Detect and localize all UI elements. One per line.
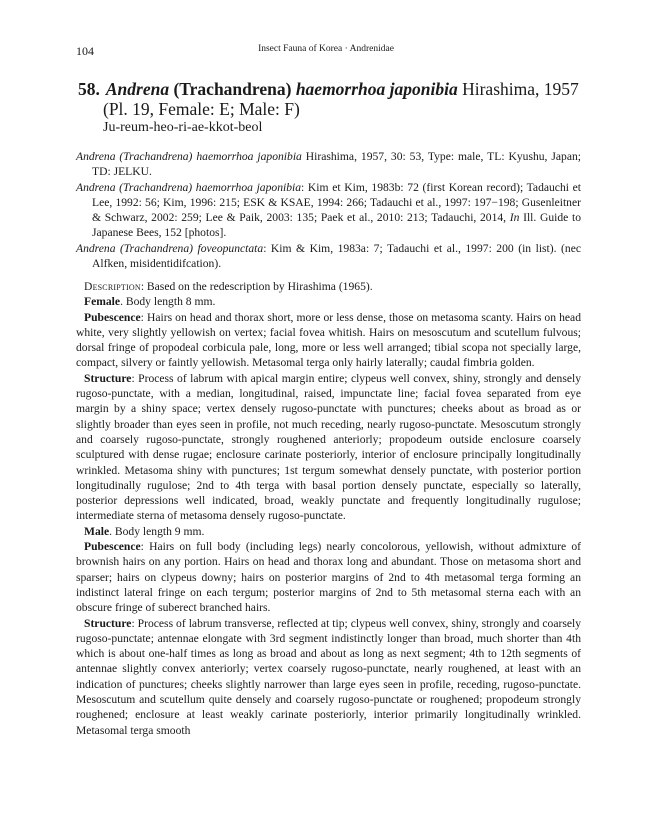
- male-pubescence-paragraph: [76, 539, 581, 615]
- species-heading: [78, 79, 598, 137]
- female-body-length: . Body length 8 mm.: [120, 295, 216, 309]
- male-label: Male: [84, 524, 110, 538]
- synonym-citation: : Kim & Kim, 1983a: 7; Tadauchi et al., 1997: 200 (in list). (nec Alfken, misidentidifcation).: [92, 241, 581, 271]
- male-body-length: . Body length 9 mm.: [109, 524, 205, 538]
- female-structure-label: Structure: [84, 371, 132, 385]
- synonymy-entry: [76, 180, 581, 241]
- species-title: [78, 79, 598, 99]
- synonymy-entry: [76, 149, 581, 180]
- page-number: 104: [76, 44, 94, 58]
- description-paragraph: [76, 279, 581, 294]
- female-label: Female: [84, 295, 121, 309]
- korean-name: Ju-reum-heo-ri-ae-kkot-beol: [103, 120, 263, 135]
- male-pubescence-text: : Hairs on full body (including legs) nearly concolorous, yellowish, without admixture of brownish hairs on any portion. Hairs on head and thorax long and abundant. Those on metasoma short and sparser; hairs on clypeus downy; hairs on posterior margins of 2nd to 4th metasomal terga forming an indistinct lateral fringe on each tergum; posterior margins of 2nd to 5th metasomal sterna each with an obscure fringe of suberect branched hairs.: [76, 540, 581, 615]
- male-heading: [76, 524, 581, 539]
- synonymy-entry: [76, 241, 581, 272]
- synonym-citation-end: Ill. Guide to Japanese Bees, 152 [photos].: [92, 211, 581, 240]
- genus-name: Andrena: [105, 79, 170, 99]
- species-description: [76, 279, 581, 738]
- female-pubescence-label: Pubescence: [84, 310, 141, 324]
- plate-reference: (Pl. 19, Female: E; Male: F): [103, 99, 300, 119]
- synonym-name: Andrena (Trachandrena) foveopunctata: [76, 241, 264, 255]
- synonymy-list: [76, 149, 581, 271]
- male-pubescence-label: Pubescence: [84, 540, 141, 554]
- description-text: : Based on the redescription by Hirashima (1965).: [140, 280, 373, 293]
- species-author-year: Hirashima, 1957: [462, 79, 579, 99]
- female-structure-paragraph: [76, 371, 581, 524]
- synonym-name: Andrena (Trachandrena) haemorrhoa japonibia: [76, 180, 302, 194]
- subgenus-name: (Trachandrena): [173, 79, 292, 99]
- running-head: Insect Fauna of Korea · Andrenidae: [258, 44, 394, 54]
- synonym-citation: Hirashima, 1957, 30: 53, Type: male, TL: Kyushu, Japan; TD: JELKU.: [92, 150, 582, 179]
- male-structure-label: Structure: [84, 616, 132, 630]
- female-structure-text: : Process of labrum with apical margin entire; clypeus well convex, shiny, strongly and densely rugoso-punctate, with a median, longitudinal, raised, impunctate line; facial fovea separated from eye margin by a shiny space; vertex densely rugoso-punctate with punctures; cheeks about as broad as or slightly broader than eyes seen in profile, not much receding, nearly rugoso-punctate. Mesoscutum strongly and coarsely rugoso-punctate, strongly roughened anteriorly; propodeum outside enclosure coarsely sculptured with dense rugae; enclosure carinate posteriorly, interior of enclosure principally longitudinally wrinkled. Metasoma shiny with punctures; 1st tergum somewhat densely punctate, with posterior portion longitudinally rugulose; 2nd to 4th terga with basal portion densely punctate, especially so laterally, posterior depressions well indicated, broad, weakly punctate and frequently longitudinally rugulose; intermediate sterna of metasoma densely rugoso-punctate.: [76, 371, 581, 523]
- description-label: Description: [84, 280, 141, 293]
- synonym-name: Andrena (Trachandrena) haemorrhoa japonibia: [76, 150, 302, 163]
- male-structure-text: : Process of labrum transverse, reflected at tip; clypeus well convex, shiny, strongly and coarsely rugoso-punctate; antennae elongate with 3rd segment indistinctly longer than broad, much shorter than 4th which is about one-half times as long as broad and about as long as next segment; 4th to 12th segments of antennae slightly convex anteriorly; vertex coarsely rugoso-punctate, nearly roughened, at least with an indication of punctures; cheeks slightly narrower than large eyes seen in profile, receding, rugoso-punctate. Mesoscutum and scutellum quite densely and coarsely rugoso-punctate or roughened; propodeum strongly roughened; enclosure at least weakly carinate posteriorly, interior primarily longitudinally wrinkled. Metasomal terga smooth: [76, 616, 581, 737]
- female-heading: [76, 294, 581, 309]
- male-structure-paragraph: [76, 616, 581, 738]
- species-number: 58.: [78, 79, 100, 99]
- species-epithet: haemorrhoa japonibia: [295, 79, 458, 99]
- female-pubescence-text: : Hairs on head and thorax short, more or less dense, those on metasoma scanty. Hairs on head white, very slightly yellowish on vertex; facial fovea whitish. Hairs on mesoscutum and scutellum fulvous; dorsal fringe of propodeal corbicula pale, long, more or less well arranged; tibial scopa not specially large, compact, silvery or faintly yellowish. Metasomal terga only hairly laterally; caudal fimbria golden.: [76, 310, 581, 370]
- synonym-citation-italic: In: [509, 211, 520, 225]
- synonym-citation: : Kim et Kim, 1983b: 72 (first Korean record); Tadauchi et Lee, 1992: 56; Kim, 1996: 215; ESK & KSAE, 1994: 266; Tadauchi et al., 1997: 197−198; Gusenleitner & Schwarz, 2002: 259; Lee & Paik, 2003: 135; Paek et al., 2010: 213; Tadauchi, 2014,: [92, 180, 581, 225]
- female-pubescence-paragraph: [76, 310, 581, 371]
